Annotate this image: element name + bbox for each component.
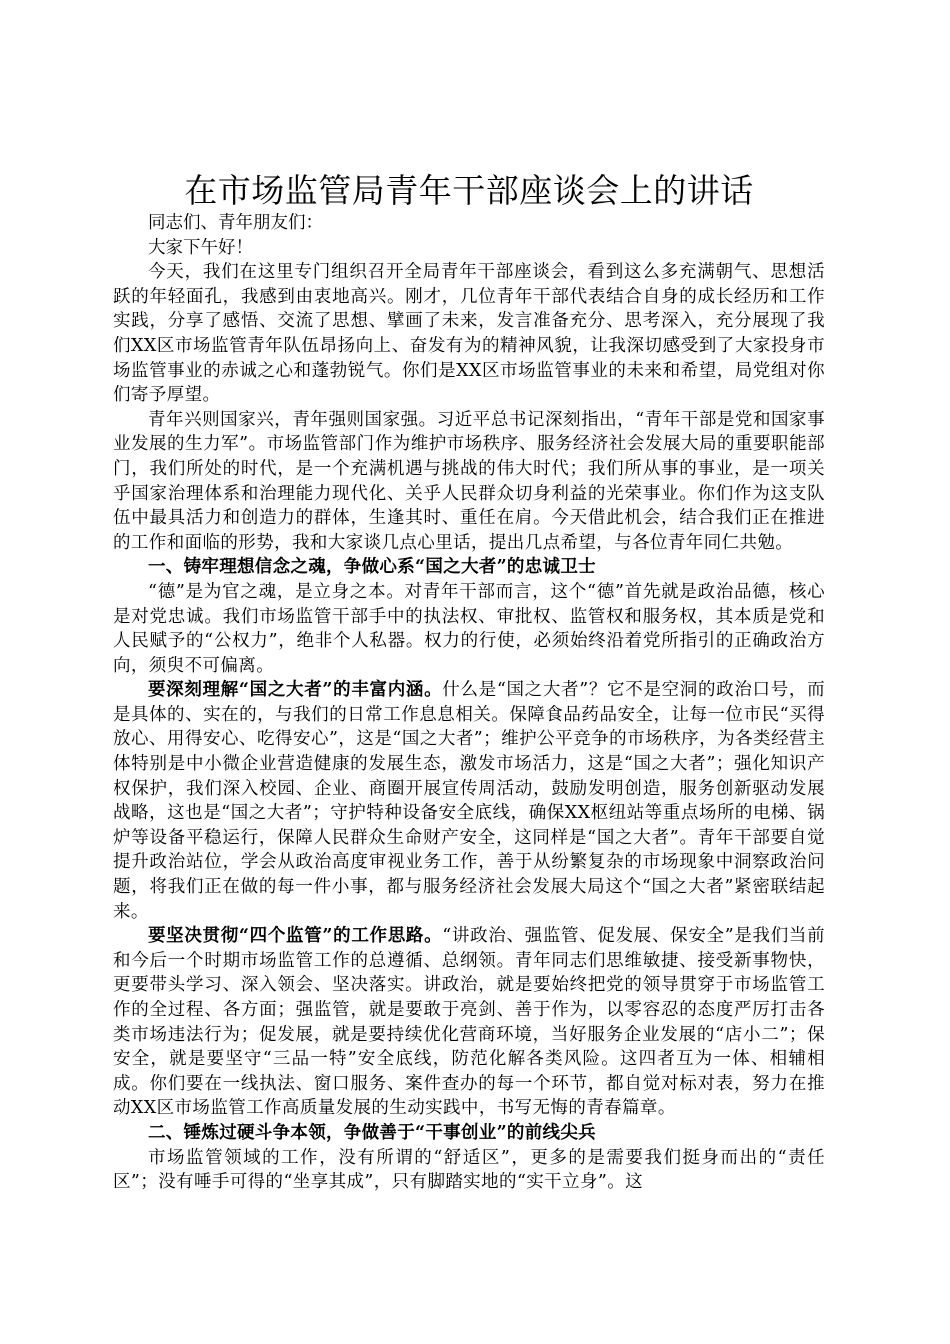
paragraph-text: “讲政治、强监管、促发展、保安全”是我们当前和今后一个时期市场监管工作的总遵循、总纲领。青年同志们思维敏捷、接受新事物快，更要带头学习、深入领会、坚决落实。讲政治，就是要始终把党的领导贯穿于市场监管工作的全过程、各方面；强监管，就是要敢于亮剑、善于作为，以零容忍的态度严厉打击各类市场违法行为；促发展，就是要持续优化营商环境，当好服务企业发展的“店小二”；保安全，就是要坚守“三品一特”安全底线，防范化解各类风险。这四者互为一体、相辅相成。你们要在一线执法、窗口服务、案件查办的每一个环节，都自觉对标对表，努力在推动XX区市场监管工作高质量发展的生动实践中，书写无悔的青春篇章。 (113, 926, 825, 1119)
greeting: 大家下午好！ (148, 237, 253, 258)
document-title: 在市场监管局青年干部座谈会上的讲话 (184, 171, 754, 210)
document-body (113, 171, 825, 1195)
paragraph-text: 什么是“国之大者”？它不是空洞的政治口号，而是具体的、实在的，与我们的日常工作息息相关。保障食品药品安全，让每一位市民“买得放心、用得安心、吃得安心”，这是“国之大者”；维护公平竞争的市场秩序，为各类经营主体特别是中小微企业营造健康的发展生态，激发市场活力，这是“国之大者”；强化知识产权保护，我们深入校园、企业、商圈开展宣传周活动，鼓励发明创造，服务创新驱动发展战略，这也是“国之大者”；守护特种设备安全底线，确保XX枢纽站等重点场所的电梯、锅炉等设备平稳运行，保障人民群众生命财产安全，这同样是“国之大者”。青年干部要自觉提升政治站位，学会从政治高度审视业务工作，善于从纷繁复杂的市场现象中洞察政治问题，将我们正在做的每一件小事，都与服务经济社会发展大局这个“国之大者”紧密联结起来。 (113, 680, 825, 922)
paragraph-youth: 青年兴则国家兴，青年强则国家强。习近平总书记深刻指出，“青年干部是党和国家事业发展的生力军”。市场监管部门作为维护市场秩序、服务经济社会发展大局的重要职能部门，我们所处的时代，是一个充满机遇与挑战的伟大时代；我们所从事的事业，是一项关乎国家治理体系和治理能力现代化、关乎人民群众切身利益的光荣事业。你们作为这支队伍中最具活力和创造力的群体，生逢其时、重任在肩。今天借此机会，结合我们正在推进的工作和面临的形势，我和大家谈几点心里话，提出几点希望，与各位青年同仁共勉。 (113, 409, 825, 553)
paragraph-responsibility: 市场监管领域的工作，没有所谓的“舒适区”，更多的是需要我们挺身而出的“责任区”；没有唾手可得的“坐享其成”，只有脚踏实地的“实干立身”。这 (113, 1147, 825, 1193)
paragraph-lead: 要坚决贯彻“四个监管”的工作思路。 (148, 926, 443, 947)
section-heading-2: 二、锤炼过硬斗争本领，争做善于“干事创业”的前线尖兵 (148, 1122, 596, 1143)
paragraph-virtue: “德”是为官之魂，是立身之本。对青年干部而言，这个“德”首先就是政治品德，核心是对党忠诚。我们市场监管干部手中的执法权、审批权、监管权和服务权，其本质是党和人民赋予的“公权力”，绝非个人私器。权力的行使，必须始终沿着党所指引的正确政治方向，须臾不可偏离。 (113, 581, 825, 676)
paragraph-lead: 要深刻理解“国之大者”的丰富内涵。 (148, 680, 443, 701)
paragraph-four-supervision (113, 924, 825, 1121)
salutation: 同志们、青年朋友们： (148, 213, 323, 233)
paragraph-national-priorities (113, 678, 825, 924)
paragraph-opening: 今天，我们在这里专门组织召开全局青年干部座谈会，看到这么多充满朝气、思想活跃的年轻面孔，我感到由衷地高兴。刚才，几位青年干部代表结合自身的成长经历和工作实践，分享了感悟、交流了思想、擘画了未来，发言准备充分、思考深入，充分展现了我们XX区市场监管青年队伍昂扬向上、奋发有为的精神风貌，让我深切感受到了大家投身市场监管事业的赤诚之心和蓬勃锐气。你们是XX区市场监管事业的未来和希望，局党组对你们寄予厚望。 (113, 262, 825, 406)
section-heading-1: 一、铸牢理想信念之魂，争做心系“国之大者”的忠诚卫士 (148, 557, 596, 578)
